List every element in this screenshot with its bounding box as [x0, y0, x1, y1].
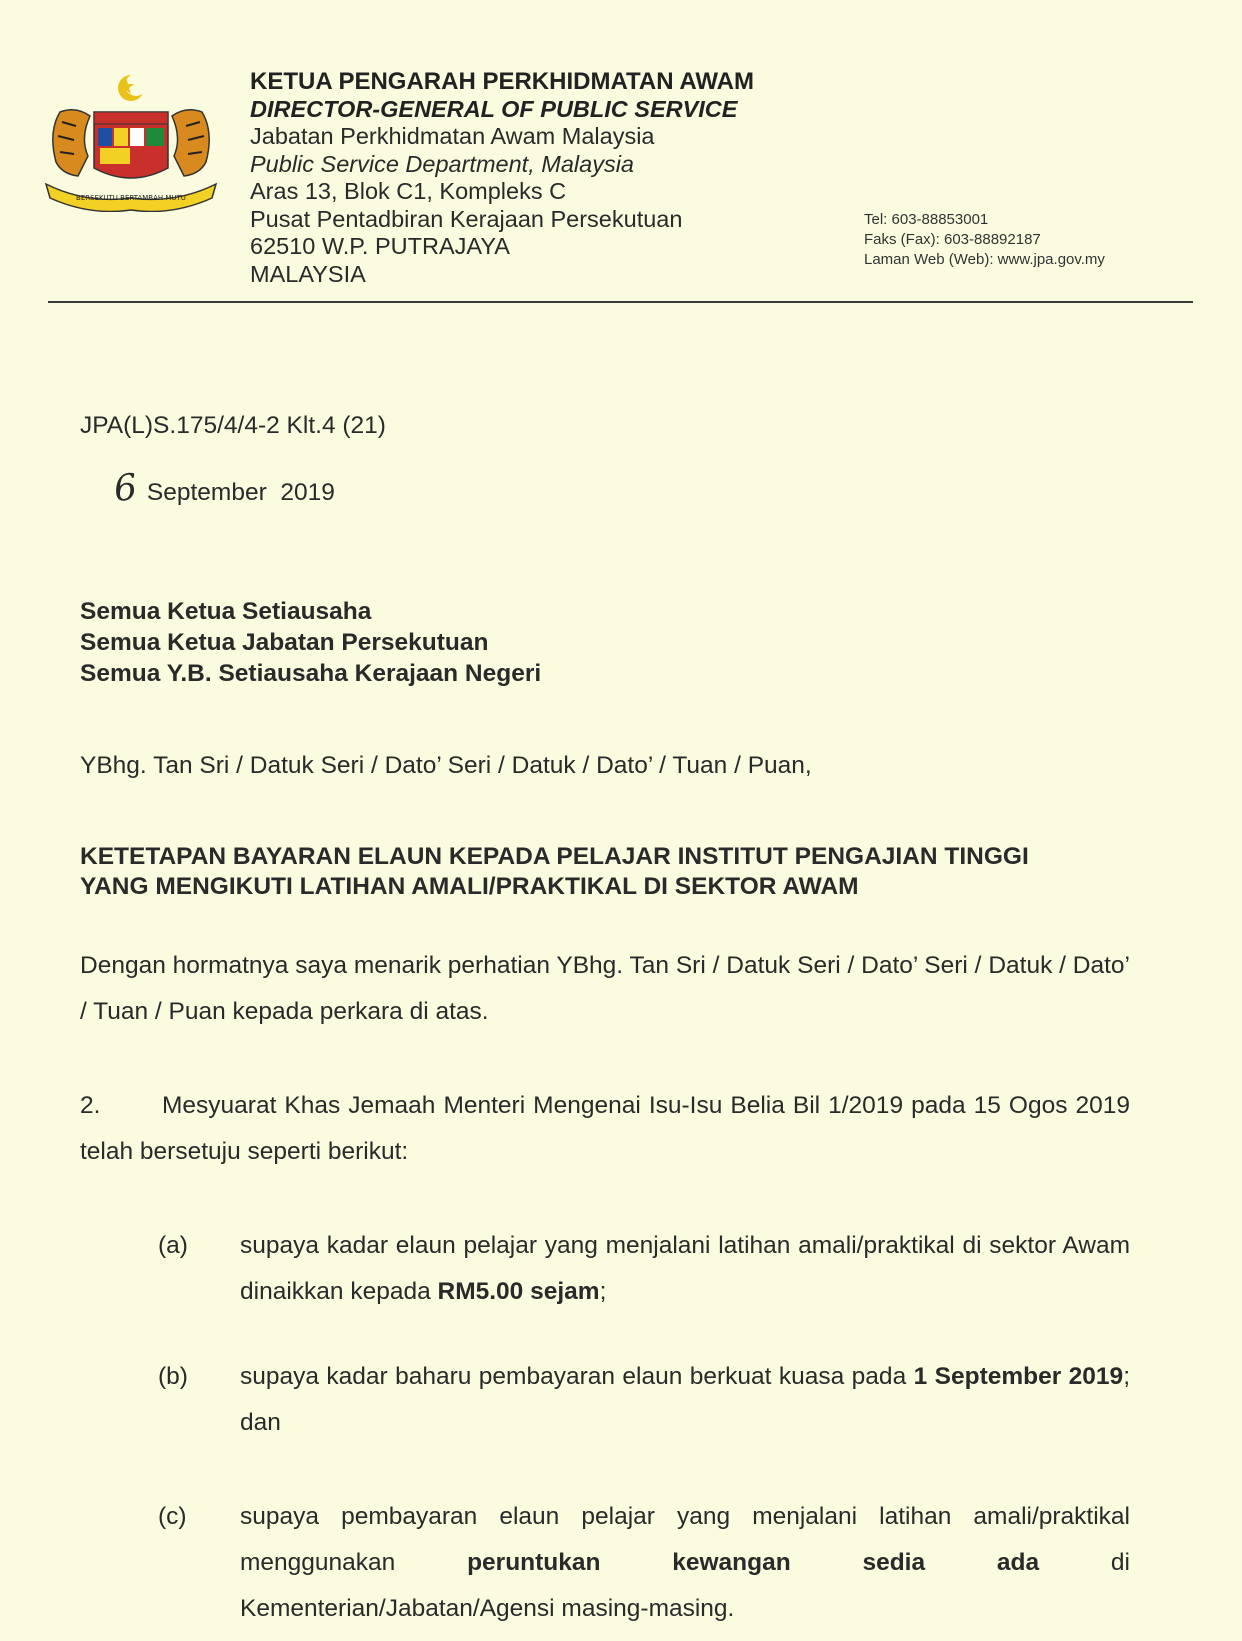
recipient-line: Semua Ketua Setiausaha — [80, 598, 372, 625]
letter-date — [111, 466, 335, 511]
contact-info — [864, 210, 1105, 270]
telephone: Tel: 603-88853001 — [864, 211, 989, 228]
department-name: Jabatan Perkhidmatan Awam Malaysia — [250, 123, 655, 149]
website: Laman Web (Web): www.jpa.gov.my — [864, 251, 1105, 268]
list-item-b — [158, 1354, 1130, 1446]
recipient-line: Semua Y.B. Setiausaha Kerajaan Negeri — [80, 660, 542, 687]
date-month-year: September 2019 — [146, 479, 335, 506]
paragraph-number: 2. — [80, 1092, 101, 1119]
svg-text:BERSEKUTU BERTAMBAH MUTU: BERSEKUTU BERTAMBAH MUTU — [76, 194, 186, 202]
paragraph-1: Dengan hormatnya saya menarik perhatian YBhg. Tan Sri / Datuk Seri / Dato’ Seri / Datuk / Dato’ / Tuan / Puan kepada perkara di atas. — [80, 952, 1130, 1025]
item-line — [240, 1494, 1130, 1540]
item-text-part: ; — [599, 1278, 607, 1305]
subject-line: KETETAPAN BAYARAN ELAUN KEPADA PELAJAR INSTITUT PENGAJIAN TINGGI — [80, 843, 1029, 870]
item-bold-text: ada — [996, 1549, 1040, 1576]
item-bold-text: peruntukan — [467, 1549, 601, 1576]
item-text-part: ; dan — [240, 1363, 1130, 1436]
list-item-a — [158, 1223, 1130, 1315]
letterhead-title-en: DIRECTOR-GENERAL OF PUBLIC SERVICE — [250, 95, 738, 122]
item-bold-text: RM5.00 sejam — [437, 1278, 600, 1305]
address-line: Pusat Pentadbiran Kerajaan Persekutuan — [250, 205, 683, 232]
item-text-part: supaya pembayaran elaun pelajar yang menjalani latihan amali/praktikal — [240, 1503, 1130, 1530]
subject-line: YANG MENGIKUTI LATIHAN AMALI/PRAKTIKAL DI SEKTOR AWAM — [80, 873, 859, 900]
list-item-c — [158, 1494, 1130, 1632]
salutation: YBhg. Tan Sri / Datuk Seri / Dato’ Seri / Datuk / Dato’ / Tuan / Puan, — [80, 752, 812, 779]
address-line: MALAYSIA — [250, 260, 366, 287]
reference-number: JPA(L)S.175/4/4-2 Klt.4 (21) — [80, 412, 386, 439]
item-text-part: supaya kadar baharu pembayaran elaun berkuat kuasa pada — [240, 1363, 914, 1390]
subject-heading — [80, 842, 1029, 902]
recipient-line: Semua Ketua Jabatan Persekutuan — [80, 629, 489, 656]
department-name-en: Public Service Department, Malaysia — [250, 150, 634, 177]
address-line: 62510 W.P. PUTRAJAYA — [250, 233, 510, 259]
item-label: (b) — [158, 1363, 188, 1390]
item-label: (a) — [158, 1232, 188, 1259]
handwritten-day: 6 — [111, 466, 139, 511]
paragraph-text: Mesyuarat Khas Jemaah Menteri Mengenai Isu-Isu Belia Bil 1/2019 pada 15 Ogos 2019 telah bersetuju seperti berikut: — [80, 1092, 1130, 1165]
item-text-part: di — [1110, 1549, 1130, 1576]
item-text — [240, 1223, 1130, 1315]
recipients — [80, 596, 541, 689]
item-text — [240, 1494, 1130, 1632]
header-divider — [48, 301, 1193, 303]
paragraph-2 — [80, 1083, 1130, 1175]
coat-of-arms-logo — [42, 72, 220, 212]
letterhead — [250, 68, 754, 288]
letterhead-title: KETUA PENGARAH PERKHIDMATAN AWAM — [250, 68, 754, 95]
item-bold-text: sedia — [862, 1549, 926, 1576]
item-line: Kementerian/Jabatan/Agensi masing-masing. — [240, 1595, 735, 1622]
item-line — [240, 1540, 1130, 1586]
item-text-part: supaya kadar elaun pelajar yang menjalani latihan amali/praktikal di sektor Awam dinaikkan kepada — [240, 1232, 1130, 1305]
item-text-part: menggunakan — [240, 1549, 396, 1576]
fax: Faks (Fax): 603-88892187 — [864, 231, 1041, 248]
item-bold-text: kewangan — [672, 1549, 791, 1576]
item-text — [240, 1354, 1130, 1446]
item-bold-text: 1 September 2019 — [913, 1363, 1124, 1390]
item-label: (c) — [158, 1503, 187, 1530]
address-line: Aras 13, Blok C1, Kompleks C — [250, 178, 567, 204]
